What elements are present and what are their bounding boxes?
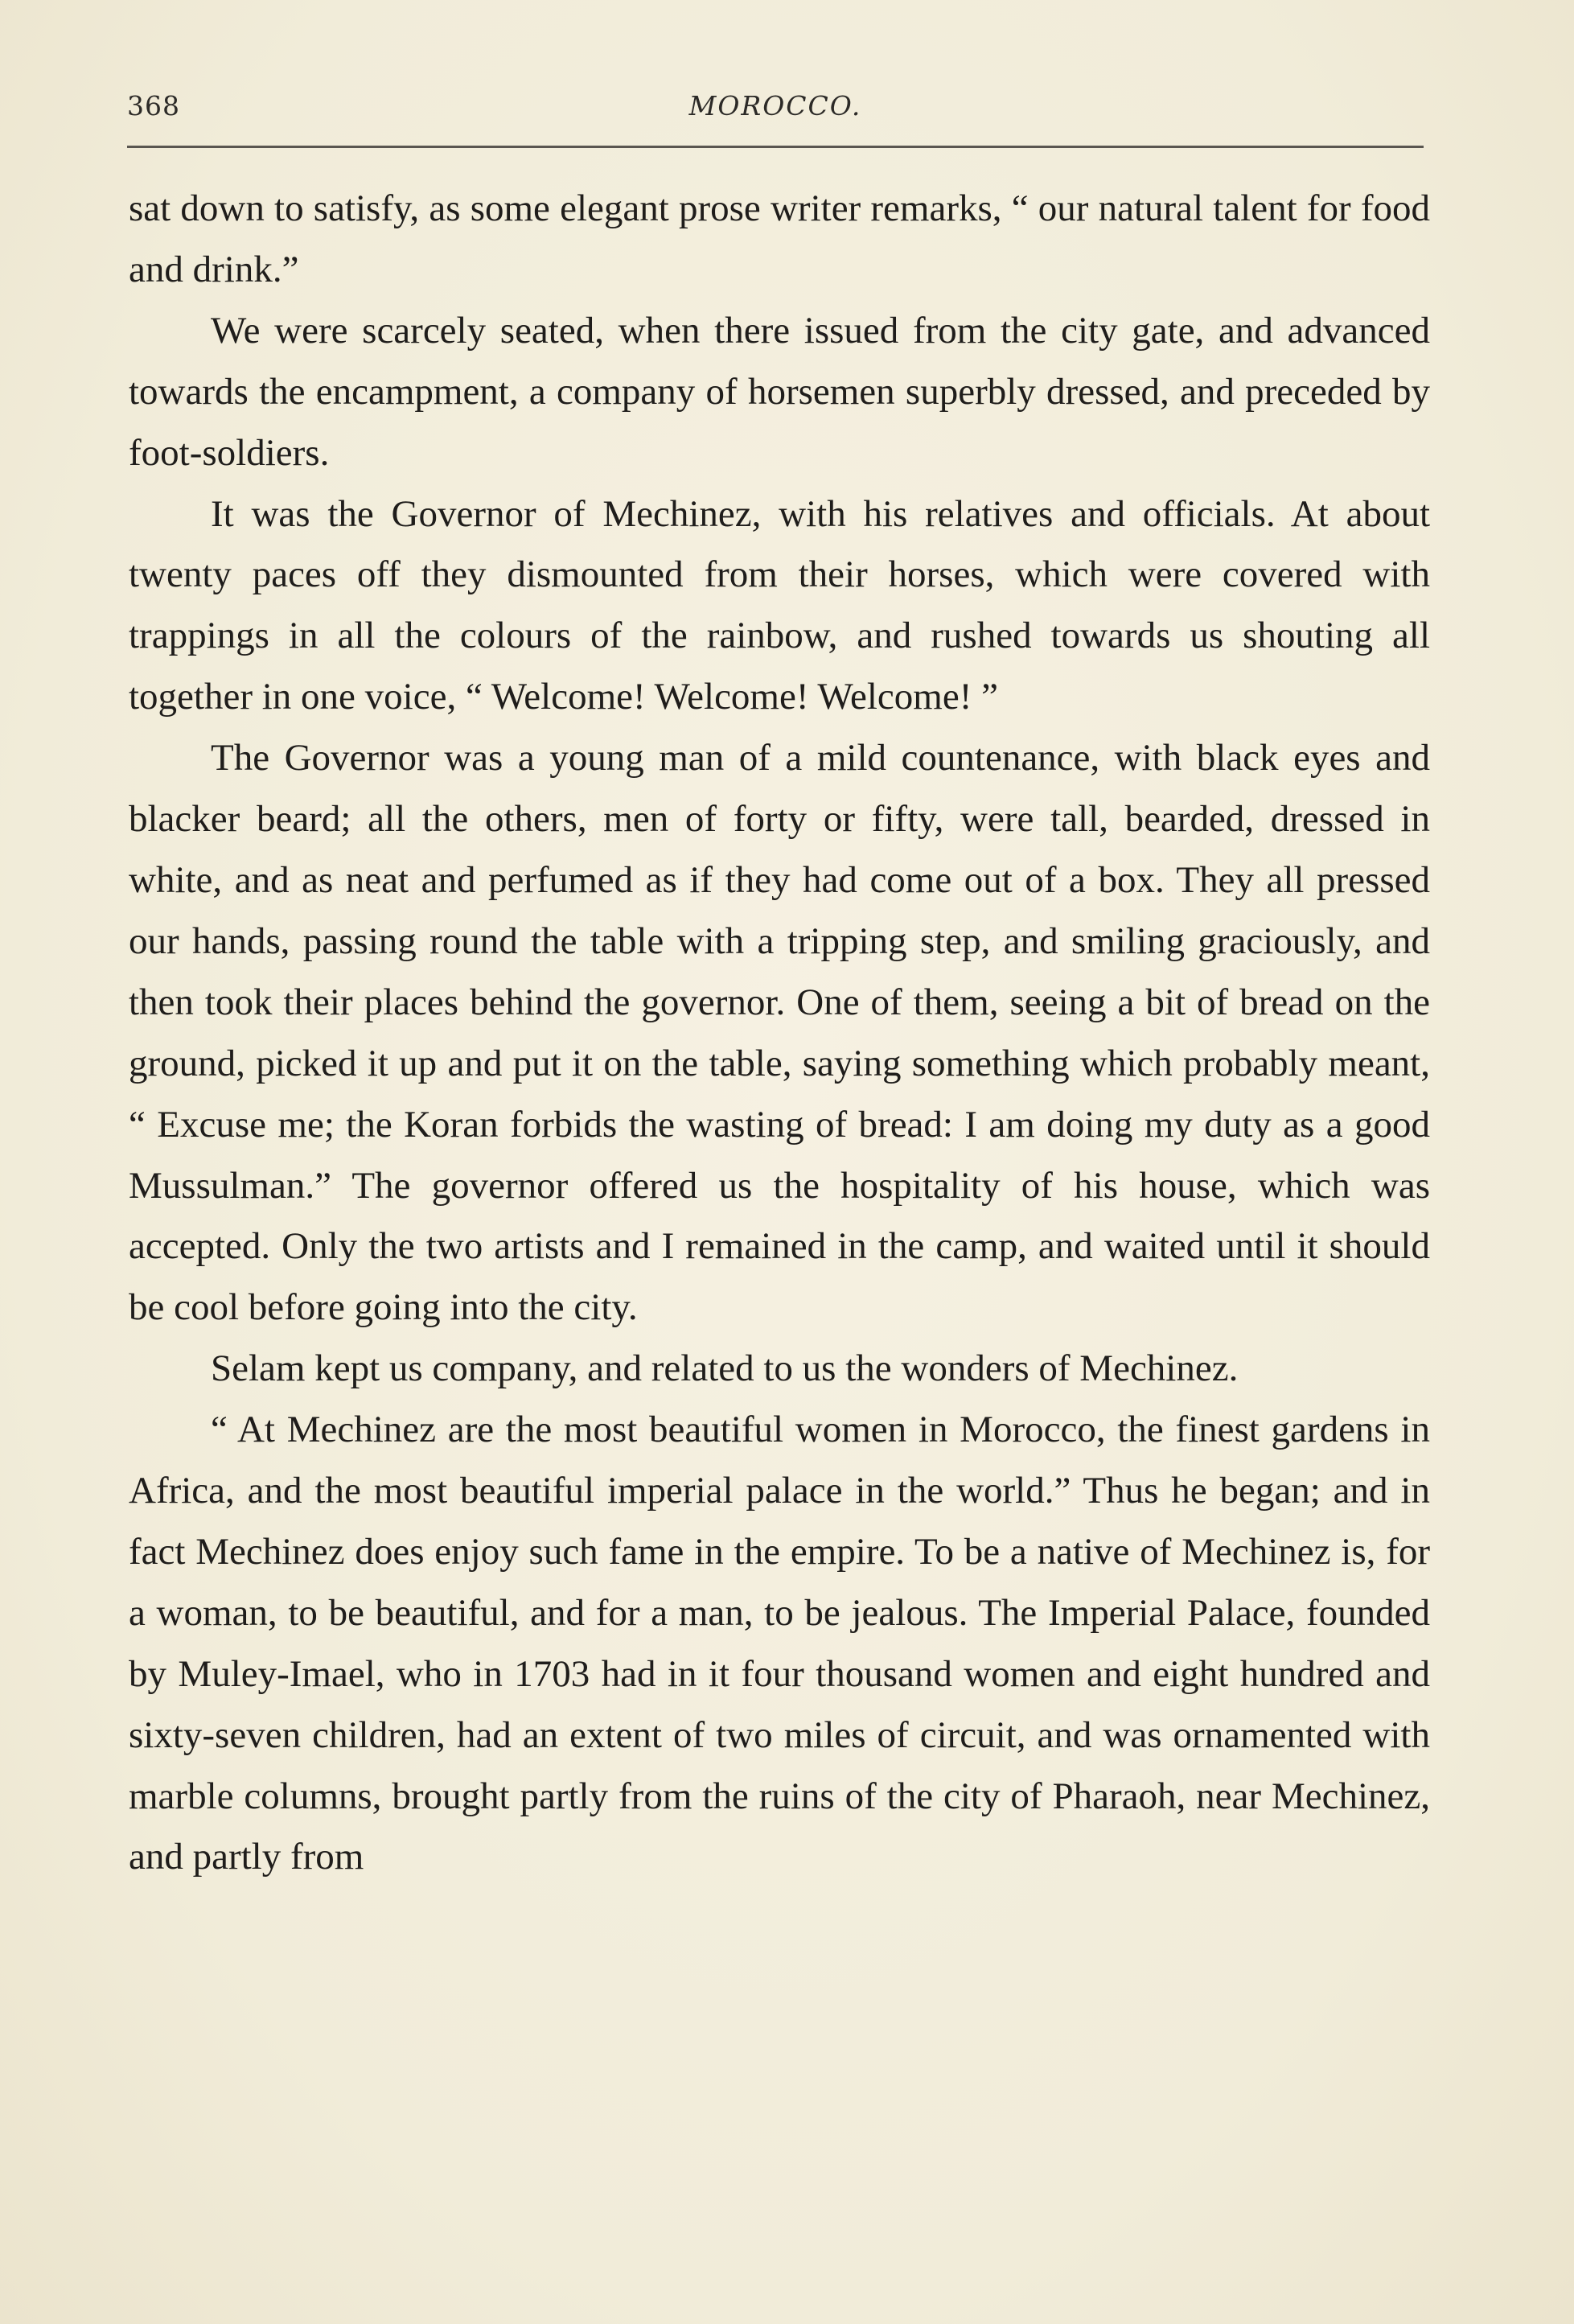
- paragraph-5: Selam kept us company, and related to us the wonders of Mechinez.: [211, 1347, 1239, 1390]
- page-number: 368: [127, 90, 180, 121]
- paragraph-6: “ At Mechinez are the most beautiful women in Morocco, the finest gardens in Africa, and the most beautiful imperial palace in the world.” Thus he began; and in fact Mechinez does enjoy such fame in the empire. To be a native of Mechinez is, for a woman, to be beautiful, and for a man, to be jealous. The Imperial Palace, founded by Muley-Imael, who in 1703 had in it four thousand women and eight hundred and sixty-seven children, had an extent of two miles of circuit, and was ornamented with marble columns, brought partly from the ruins of the city of Pharaoh, near Mechinez, and partly from: [129, 1409, 1430, 1878]
- body-text: [129, 179, 1430, 1888]
- paragraph-3: It was the Governor of Mechinez, with his relatives and officials. At about twenty paces off they dismounted from their horses, which were covered with trappings in all the colours of the rainbow, and rushed towards us shouting all together in one voice, “ Welcome! Welcome! Welcome! ”: [129, 492, 1430, 718]
- running-head: [127, 90, 1424, 138]
- paragraph-4: The Governor was a young man of a mild countenance, with black eyes and blacker beard; all the others, men of forty or fifty, were tall, bearded, dressed in white, and as neat and perfumed as if they had come out of a box. They all pressed our hands, passing round the table with a tripping step, and smiling graciously, and then took their places behind the governor. One of them, seeing a bit of bread on the ground, picked it up and put it on the table, saying something which probably meant, “ Excuse me; the Koran forbids the wasting of bread: I am doing my duty as a good Mussulman.” The governor offered us the hospitality of his house, which was accepted. Only the two artists and I remained in the camp, and waited until it should be cool before going into the city.: [129, 737, 1430, 1329]
- paragraph-1: sat down to satisfy, as some elegant prose writer remarks, “ our natural talent for food and drink.”: [129, 187, 1430, 290]
- running-title: MOROCCO.: [688, 90, 862, 121]
- header-rule: [127, 146, 1424, 148]
- paragraph-2: We were scarcely seated, when there issued from the city gate, and advanced towards the encampment, a company of horsemen superbly dressed, and preceded by foot-soldiers.: [129, 309, 1430, 474]
